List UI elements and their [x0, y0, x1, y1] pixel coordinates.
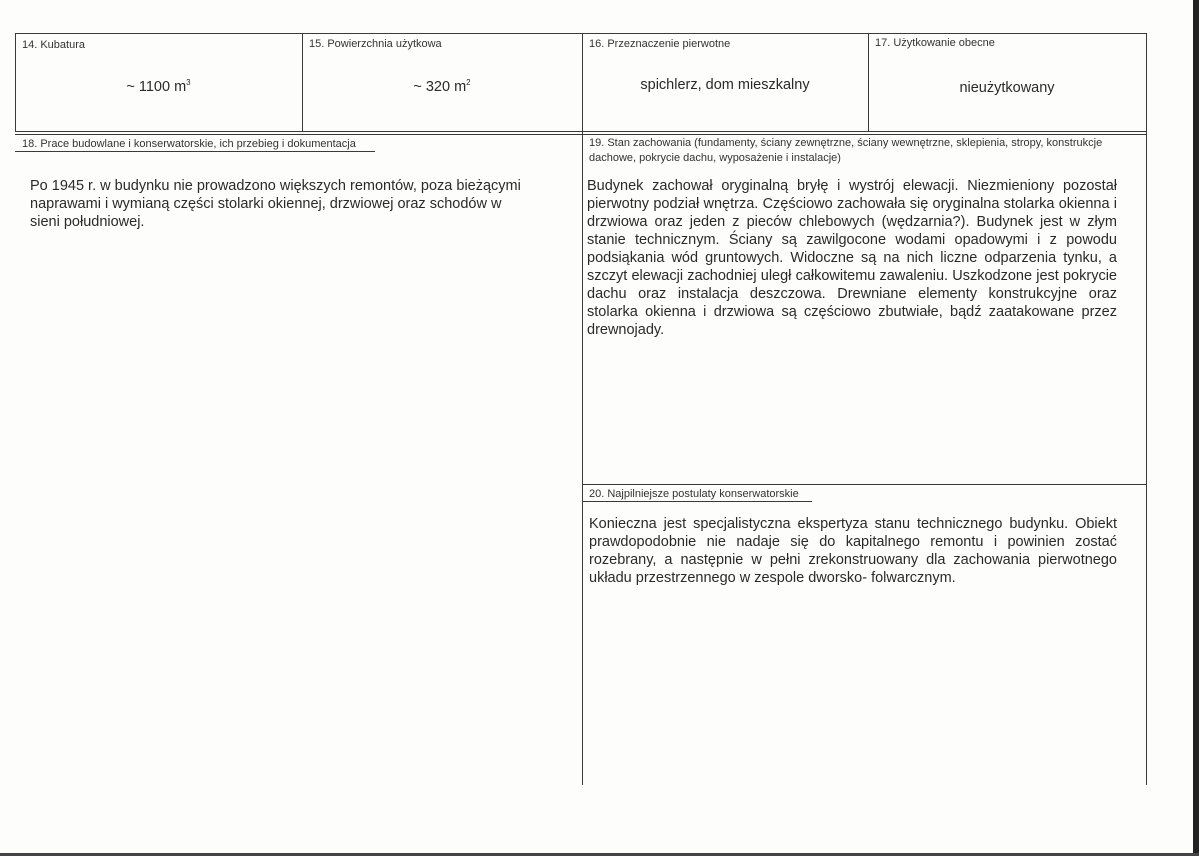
prace-text: Po 1945 r. w budynku nie prowadzono większych remontów, poza bieżącymi naprawami i wymianą części stolarki okiennej, drzwiowej oraz schodów w sieni południowej. — [30, 178, 521, 230]
uzytkowanie-value: nieużytkowany — [959, 80, 1055, 96]
powierzchnia-value — [302, 78, 582, 95]
stan-label: 19. Stan zachowania (fundamenty, ściany zewnętrzne, ściany wewnętrzne, sklepienia, stropy, konstrukcje dachowe, pokrycie dachu, wyposażenie i instalacje) — [589, 137, 1103, 164]
przeznaczenie-value: spichlerz, dom mieszkalny — [640, 77, 810, 93]
powierzchnia-label: 15. Powierzchnia użytkowa — [309, 38, 442, 50]
kubatura-label: 14. Kubatura — [22, 39, 85, 51]
postulaty-label: 20. Najpilniejsze postulaty konserwatorskie — [589, 488, 799, 500]
divider — [582, 484, 1147, 485]
powierzchnia-number: ~ 320 m — [413, 78, 467, 95]
prace-label: 18. Prace budowlane i konserwatorskie, ich przebieg i dokumentacja — [22, 138, 356, 150]
kubatura-value — [15, 78, 302, 95]
stan-text: Budynek zachował oryginalną bryłę i wystrój elewacji. Niezmieniony pozostał pierwotny podział wnętrza. Częściowo zachowała się oryginalna stolarka okienna i drzwiowa oraz jeden z pieców chlebowych (wędzarnia?). Budynek jest w złym stanie technicznym. Ściany są zawilgocone wodami opadowymi i z powodu podsiąkania wód gruntowych. Widoczne są na nich liczne odparzenia tynku, a szczyt elewacji zachodniej uległ całkowitemu zawaleniu. Uszkodzone jest pokrycie dachu oraz instalacja deszczowa. Drewniane elementy konstrukcyjne oraz stolarka okienna i drzwiowa są częściowo zbutwiałe, bądź zaatakowane przez drewnojady. — [587, 178, 1117, 338]
scan-edge — [1193, 0, 1199, 856]
divider — [15, 134, 1147, 135]
divider — [582, 33, 583, 785]
powierzchnia-exponent: 2 — [466, 78, 471, 87]
kubatura-exponent: 3 — [186, 78, 191, 87]
divider — [1146, 33, 1147, 785]
kubatura-number: ~ 1100 m — [126, 78, 187, 95]
przeznaczenie-label: 16. Przeznaczenie pierwotne — [589, 38, 731, 50]
postulaty-text: Konieczna jest specjalistyczna ekspertyza stanu technicznego budynku. Obiekt prawdopodobnie nie nadaje się do kapitalnego remontu i powinien zostać rozebrany, a następnie w pełni zrekonstruowany dla zachowania pierwotnego układu przestrzennego w zespole dworsko- folwarcznym. — [589, 516, 1117, 586]
uzytkowanie-label: 17. Użytkowanie obecne — [875, 37, 995, 49]
divider — [15, 131, 1147, 132]
divider — [15, 33, 1147, 34]
